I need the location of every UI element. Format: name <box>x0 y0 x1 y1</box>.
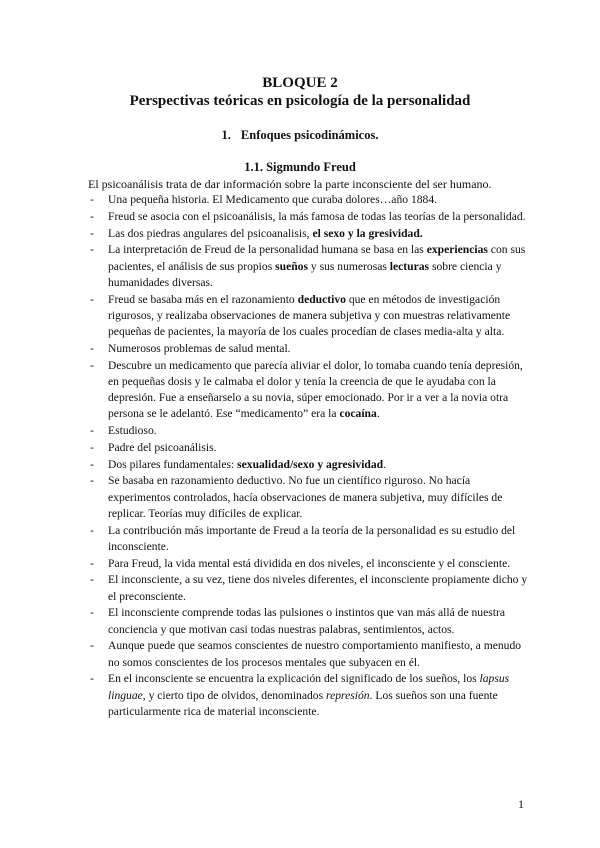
item-text: sueños <box>275 259 308 273</box>
list-item <box>88 605 533 637</box>
item-text: sobre ciencia y humanidades diversas. <box>108 259 502 289</box>
list-item <box>88 556 533 572</box>
bullet-dash: - <box>90 193 94 206</box>
section-title: Enfoques psicodinámicos. <box>240 128 379 142</box>
item-text: sexualidad/sexo y agresividad <box>237 457 384 471</box>
bullet-dash: - <box>90 226 94 240</box>
item-text: . Los sueños son una fuente particularmente rica de material inconsciente. <box>108 688 498 718</box>
item-text: El inconsciente comprende todas las pulsiones o instintos que van más allá de nuestra conciencia y que motivan casi todas nuestras palabras, sentimientos, actos. <box>108 606 505 636</box>
list-item <box>88 209 533 225</box>
document-subtitle: Perspectivas teóricas en psicología de la personalidad <box>129 93 471 109</box>
list-item <box>88 192 533 208</box>
item-text: Freud se asocia con el psicoanálisis, la más famosa de todas las teorías de la personalidad. <box>108 209 526 223</box>
list-item <box>88 423 533 439</box>
bullet-dash: - <box>90 672 94 686</box>
item-text: Estudioso. <box>108 424 157 437</box>
list-item <box>88 671 533 720</box>
block-title: BLOQUE 2 <box>262 75 338 91</box>
bullet-dash: - <box>90 639 94 653</box>
list-item <box>88 358 533 423</box>
item-text: Numerosos problemas de salud mental. <box>108 341 291 355</box>
bullet-dash: - <box>90 474 94 488</box>
list-item <box>88 341 533 357</box>
bullet-dash: - <box>90 573 94 587</box>
list-item <box>88 440 533 456</box>
item-text: En el inconsciente se encuentra la explicación del significado de los sueños, los <box>108 672 480 686</box>
item-text: La interpretación de Freud de la personalidad humana se basa en las <box>108 243 427 257</box>
item-text: lapsus linguae <box>108 672 510 702</box>
item-text: Padre del psicoanálisis. <box>108 440 217 454</box>
page-number: 1 <box>518 797 524 811</box>
section-number: 1. <box>221 128 231 142</box>
list-item <box>88 572 533 604</box>
item-text: represión <box>326 688 370 702</box>
list-item <box>88 457 533 473</box>
item-text: que en métodos de investigación rigurosos, y realizaba observaciones de manera subjetiva y con muestras relativamente pequeñas de pacientes, la mayoría de los cuales procedían de clases media-alta y alta. <box>108 292 511 338</box>
item-text: Una pequeña historia. El Medicamento que curaba dolores…año 1884. <box>108 193 438 206</box>
bullet-dash: - <box>90 341 94 355</box>
bullet-dash: - <box>90 209 94 223</box>
list-item <box>88 638 533 670</box>
bullet-dash: - <box>90 556 94 570</box>
item-text: . <box>376 407 380 421</box>
item-text: Aunque puede que seamos conscientes de nuestro comportamiento manifiesto, a menudo no somos conscientes de los procesos mentales que subyacen en él. <box>108 639 522 669</box>
bullet-dash: - <box>90 440 94 454</box>
bullet-dash: - <box>90 243 94 257</box>
section-heading <box>0 128 600 143</box>
bullet-dash: - <box>90 606 94 620</box>
item-text: El inconsciente, a su vez, tiene dos niveles diferentes, el inconsciente propiamente dicho y el preconsciente. <box>108 573 528 603</box>
list-item <box>88 473 533 522</box>
bullet-dash: - <box>90 292 94 306</box>
intro-paragraph: El psicoanálisis trata de dar información sobre la parte inconsciente del ser humano. <box>88 177 492 191</box>
item-text: lecturas <box>389 259 430 273</box>
item-text: , y cierto tipo de olvidos, denominados <box>142 688 326 702</box>
item-text: experiencias <box>426 243 488 257</box>
list-item <box>88 226 533 242</box>
item-text: Dos pilares fundamentales: <box>108 457 238 471</box>
list-item <box>88 242 533 291</box>
item-text: y sus numerosas <box>307 259 390 273</box>
bullet-dash: - <box>90 358 94 372</box>
item-text: Descubre un medicamento que parecía aliviar el dolor, lo tomaba cuando tenía depresión, en pequeñas dosis y le calmaba el dolor y tenía la creencia de que le ayudaba con la depresión. Fue a enseñarselo a su novia, súper emocionado. Por ir a ver a la novia otra persona se le adelantó. Ese “medicamento” era la <box>108 358 523 421</box>
bullet-dash: - <box>90 523 94 537</box>
subsection-heading: 1.1. Sigmundo Freud <box>244 160 356 174</box>
bullet-dash: - <box>90 457 94 471</box>
item-text: Las dos piedras angulares del psicoanalisis, <box>108 226 313 240</box>
item-text: deductivo <box>297 292 346 306</box>
item-text: con sus pacientes, el análisis de sus propios <box>108 243 526 273</box>
item-text: Se basaba en razonamiento deductivo. No fue un científico riguroso. No hacía experimentos controlados, hacía observaciones de manera subjetiva, muy difíciles de replicar. Teorías muy difíciles de explicar. <box>108 474 503 520</box>
bullet-list <box>88 192 533 721</box>
item-text: La contribución más importante de Freud a la teoría de la personalidad es su estudio del inconsciente. <box>108 523 516 553</box>
item-text: Para Freud, la vida mental está dividida en dos niveles, el inconsciente y el consciente. <box>108 556 511 570</box>
item-text: cocaína <box>339 407 377 421</box>
item-text: Freud se basaba más en el razonamiento <box>108 292 298 306</box>
item-text: el sexo y la gresividad. <box>312 226 423 240</box>
item-text: . <box>383 457 387 471</box>
list-item <box>88 292 533 341</box>
list-item <box>88 523 533 555</box>
bullet-dash: - <box>90 424 94 437</box>
